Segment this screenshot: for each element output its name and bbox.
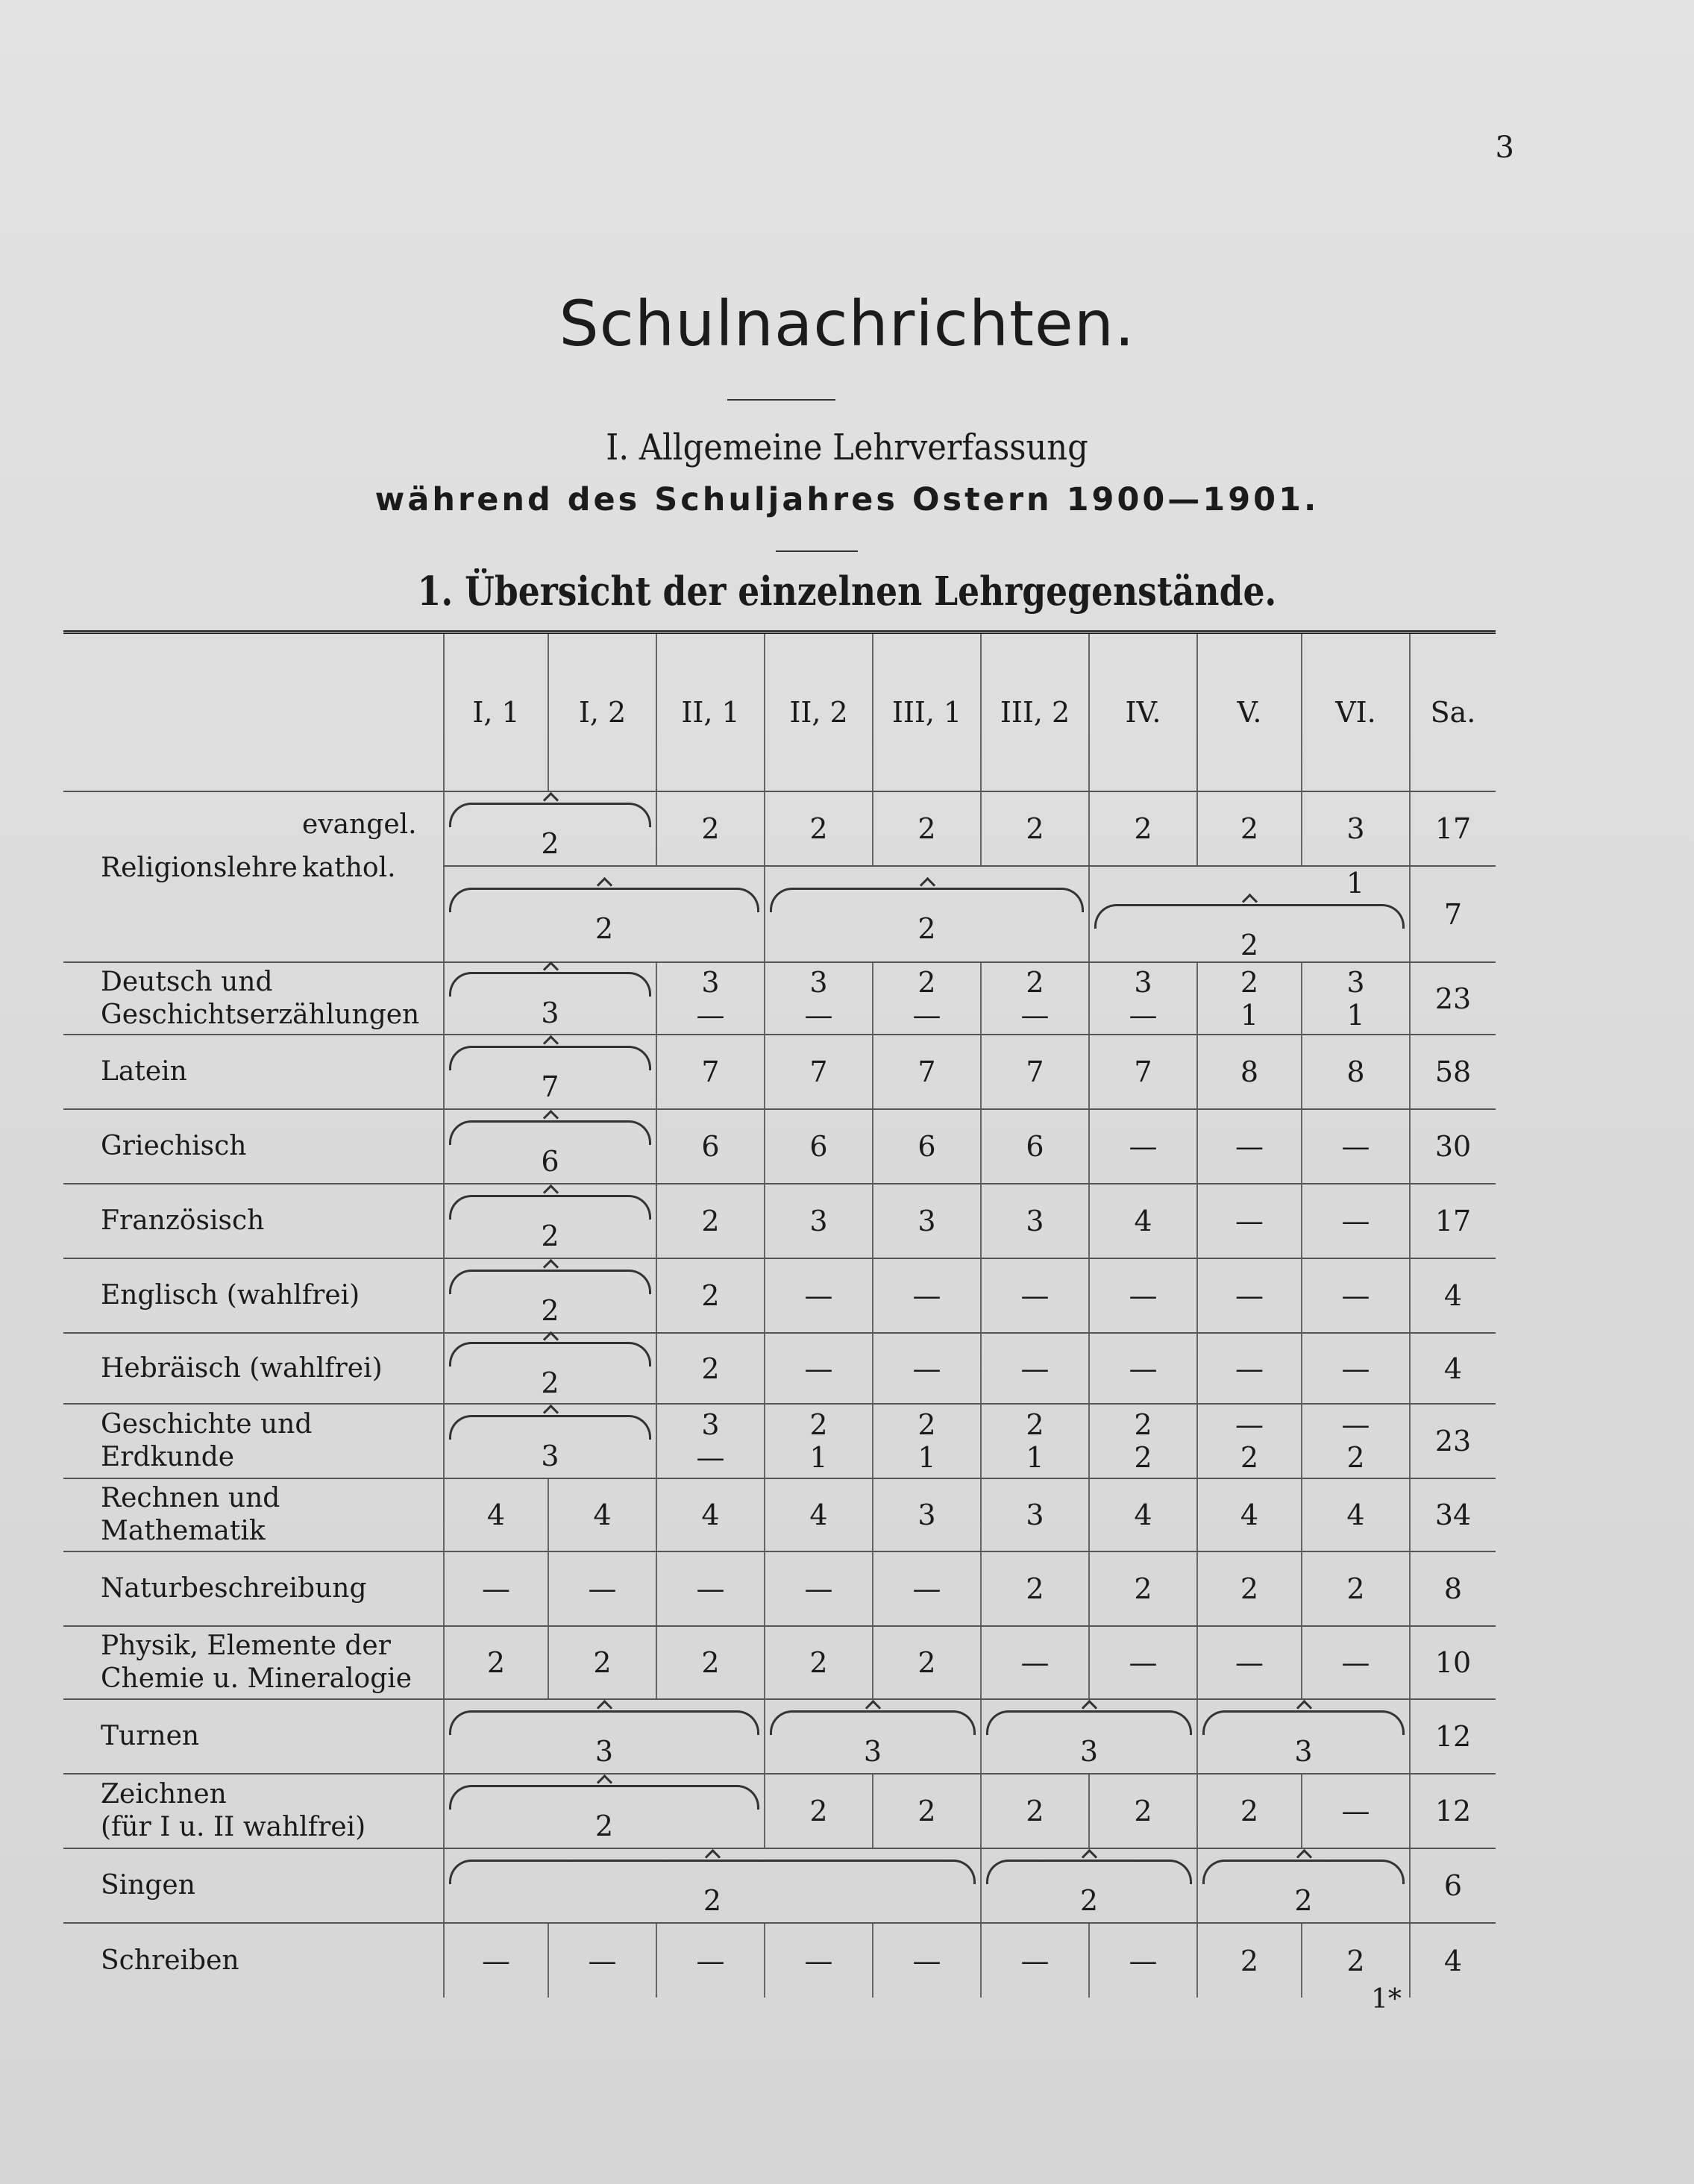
table-cell: 17 xyxy=(1410,1184,1496,1258)
table-cell: 2 xyxy=(873,791,981,866)
table-cell: — xyxy=(765,1333,873,1404)
table-cell: 12 xyxy=(1410,1699,1496,1774)
table-cell: 3 — xyxy=(656,1404,765,1478)
col-header: II, 2 xyxy=(765,633,873,792)
table-row xyxy=(63,1109,1496,1184)
col-header: I, 2 xyxy=(548,633,656,792)
table-row xyxy=(63,791,1496,866)
table-cell: 2 xyxy=(444,791,656,866)
table-cell: 8 xyxy=(1302,1035,1410,1109)
table-row xyxy=(63,1184,1496,1258)
table-cell: 2 xyxy=(656,1333,765,1404)
table-cell: 6 xyxy=(873,1109,981,1184)
table-cell: 6 xyxy=(656,1109,765,1184)
table-cell: 17 xyxy=(1410,791,1496,866)
table-cell: — xyxy=(1302,1774,1410,1848)
table-cell: 2 xyxy=(548,1626,656,1699)
table-row xyxy=(63,1699,1496,1774)
table-cell: 2 xyxy=(656,791,765,866)
col-header: V. xyxy=(1197,633,1302,792)
table-row xyxy=(63,1258,1496,1333)
table-cell: 2 xyxy=(444,1184,656,1258)
row-label: Französisch xyxy=(63,1184,444,1258)
table-row xyxy=(63,1478,1496,1551)
table-cell: — xyxy=(765,1923,873,1998)
table-cell: 7 xyxy=(981,1035,1089,1109)
table-cell: 3 xyxy=(1302,791,1410,866)
table-cell: 3 xyxy=(1197,1699,1410,1774)
header-empty xyxy=(63,633,444,792)
signature-mark: 1* xyxy=(1371,1984,1402,2015)
row-label: Turnen xyxy=(63,1699,444,1774)
table-cell: 2 1 xyxy=(1197,962,1302,1035)
table-cell: 2 1 xyxy=(765,1404,873,1478)
table-cell: 6 xyxy=(444,1109,656,1184)
table-cell: 2 xyxy=(656,1258,765,1333)
table-cell: 4 xyxy=(1410,1333,1496,1404)
table-cell: — xyxy=(656,1923,765,1998)
table-cell: — xyxy=(1302,1258,1410,1333)
table-cell: 3 xyxy=(981,1184,1089,1258)
table-cell: — xyxy=(1089,1923,1197,1998)
row-label: Singen xyxy=(63,1848,444,1923)
table-cell: — xyxy=(444,1923,548,1998)
table-row xyxy=(63,1774,1496,1848)
table-cell: 2 xyxy=(656,1184,765,1258)
table-row xyxy=(63,1923,1496,1998)
table-cell: — xyxy=(873,1258,981,1333)
table-cell: — xyxy=(981,1626,1089,1699)
row-label: Englisch (wahlfrei) xyxy=(63,1258,444,1333)
table-cell: 1 2 xyxy=(1089,866,1410,962)
table-cell: 4 xyxy=(1302,1478,1410,1551)
table-cell: 2 xyxy=(981,791,1089,866)
title-divider xyxy=(727,399,835,401)
table-cell: 12 xyxy=(1410,1774,1496,1848)
table-row xyxy=(63,1551,1496,1626)
table-cell: — xyxy=(548,1551,656,1626)
table-cell: — xyxy=(873,1333,981,1404)
table-cell: 7 xyxy=(873,1035,981,1109)
page-number: 3 xyxy=(1495,131,1514,165)
row-label: Naturbeschreibung xyxy=(63,1551,444,1626)
table-row xyxy=(63,1035,1496,1109)
table-cell: 2 xyxy=(765,1626,873,1699)
evangel-label: evangel. xyxy=(302,809,417,840)
table-cell: 2 xyxy=(1302,1923,1410,1998)
table-cell: — 2 xyxy=(1302,1404,1410,1478)
table-cell: — xyxy=(981,1923,1089,1998)
table-cell: — xyxy=(1089,1333,1197,1404)
table-cell: 2 xyxy=(444,866,765,962)
table-cell: — xyxy=(765,1551,873,1626)
table-row xyxy=(63,1404,1496,1478)
table-cell: 4 xyxy=(1089,1184,1197,1258)
page-title: Schulnachrichten. xyxy=(559,287,1135,360)
table-cell: 4 xyxy=(1410,1923,1496,1998)
table-cell: 3 — xyxy=(1089,962,1197,1035)
table-cell: 4 xyxy=(548,1478,656,1551)
table-cell: 3 — xyxy=(656,962,765,1035)
col-header: III, 1 xyxy=(873,633,981,792)
table-cell: 3 1 xyxy=(1302,962,1410,1035)
row-label: Rechnen und Mathematik xyxy=(63,1478,444,1551)
table-cell: 2 xyxy=(981,1848,1197,1923)
table-cell: — xyxy=(1197,1333,1302,1404)
table-cell: 2 xyxy=(444,1774,765,1848)
subjects-table xyxy=(63,630,1496,1998)
subtitle-divider xyxy=(776,550,858,552)
table-cell: 7 xyxy=(444,1035,656,1109)
col-header: Sa. xyxy=(1410,633,1496,792)
table-cell: 4 xyxy=(1089,1478,1197,1551)
row-label: Hebräisch (wahlfrei) xyxy=(63,1333,444,1404)
table-cell: — xyxy=(981,1333,1089,1404)
col-header: IV. xyxy=(1089,633,1197,792)
table-cell: 6 xyxy=(981,1109,1089,1184)
table-cell: 2 — xyxy=(981,962,1089,1035)
table-cell: — xyxy=(1302,1626,1410,1699)
table-cell: 8 xyxy=(1410,1551,1496,1626)
table-cell: 2 xyxy=(1089,1774,1197,1848)
table-cell: — xyxy=(1302,1109,1410,1184)
section-subtitle: während des Schuljahres Ostern 1900—1901. xyxy=(374,481,1320,518)
table-cell: — xyxy=(1197,1109,1302,1184)
row-label: Physik, Elemente der Chemie u. Mineralogie xyxy=(63,1626,444,1699)
table-cell: 2 xyxy=(981,1551,1089,1626)
table-cell: — xyxy=(1197,1626,1302,1699)
row-label: Deutsch und Geschichtserzählungen xyxy=(63,962,444,1035)
table-cell: 2 xyxy=(1197,1848,1410,1923)
table-cell: 3 xyxy=(981,1478,1089,1551)
table-cell: 4 xyxy=(444,1478,548,1551)
section-heading: I. Allgemeine Lehrverfassung xyxy=(606,427,1088,468)
table-cell: — xyxy=(1302,1333,1410,1404)
table-cell: 2 1 xyxy=(981,1404,1089,1478)
religion-label: Religionslehre xyxy=(101,853,298,883)
table-cell: 2 xyxy=(1302,1551,1410,1626)
table-cell: 2 xyxy=(981,1774,1089,1848)
table-cell: 3 xyxy=(765,1699,981,1774)
table-cell: 23 xyxy=(1410,1404,1496,1478)
header-row xyxy=(63,633,1496,792)
table-cell: — xyxy=(1089,1109,1197,1184)
table-cell: — 2 xyxy=(1197,1404,1302,1478)
row-label: Griechisch xyxy=(63,1109,444,1184)
table-cell: 23 xyxy=(1410,962,1496,1035)
table-cell: 3 xyxy=(444,962,656,1035)
col-header: VI. xyxy=(1302,633,1410,792)
table-cell: — xyxy=(656,1551,765,1626)
row-label: Schreiben xyxy=(101,1945,239,1976)
table-cell: 2 xyxy=(765,791,873,866)
table-row xyxy=(63,1626,1496,1699)
table-cell: — xyxy=(1302,1184,1410,1258)
table-cell: 2 1 xyxy=(873,1404,981,1478)
table-cell: 3 xyxy=(765,1184,873,1258)
table-cell: — xyxy=(873,1923,981,1998)
row-label: Latein xyxy=(63,1035,444,1109)
table-row xyxy=(63,962,1496,1035)
table-cell: 3 xyxy=(873,1478,981,1551)
table-cell: 3 xyxy=(444,1404,656,1478)
table-cell: 6 xyxy=(765,1109,873,1184)
table-cell: 2 xyxy=(1197,791,1302,866)
table-cell: 2 xyxy=(765,1774,873,1848)
table-cell: 3 xyxy=(873,1184,981,1258)
table-cell: 2 — xyxy=(873,962,981,1035)
table-cell: — xyxy=(1089,1626,1197,1699)
table-cell: 2 xyxy=(444,1848,981,1923)
table-cell: — xyxy=(1197,1258,1302,1333)
table-cell: 2 xyxy=(1089,791,1197,866)
table-cell: 2 xyxy=(444,1258,656,1333)
table-cell: — xyxy=(873,1551,981,1626)
table-cell: 3 xyxy=(981,1699,1197,1774)
table-cell: 6 xyxy=(1410,1848,1496,1923)
table-cell: 7 xyxy=(1410,866,1496,962)
table-cell: 2 xyxy=(444,1626,548,1699)
table-cell: — xyxy=(765,1258,873,1333)
row-label: Geschichte und Erdkunde xyxy=(63,1404,444,1478)
table-cell: 2 xyxy=(444,1333,656,1404)
table-cell: 2 xyxy=(656,1626,765,1699)
table-cell: 30 xyxy=(1410,1109,1496,1184)
table-cell: 2 xyxy=(1197,1551,1302,1626)
table-cell: 3 — xyxy=(765,962,873,1035)
table-cell: 7 xyxy=(656,1035,765,1109)
table-cell: 4 xyxy=(765,1478,873,1551)
table-cell: — xyxy=(1197,1184,1302,1258)
row-label: Zeichnen (für I u. II wahlfrei) xyxy=(63,1774,444,1848)
table-cell: — xyxy=(444,1551,548,1626)
table-cell: 4 xyxy=(1410,1258,1496,1333)
table-cell: 4 xyxy=(1197,1478,1302,1551)
kathol-label: kathol. xyxy=(302,853,396,883)
table-cell: 2 xyxy=(873,1626,981,1699)
table-cell: 2 xyxy=(1197,1923,1302,1998)
table-cell: 3 xyxy=(444,1699,765,1774)
table-cell: — xyxy=(548,1923,656,1998)
table-cell: 8 xyxy=(1197,1035,1302,1109)
col-header: II, 1 xyxy=(656,633,765,792)
table-cell: 58 xyxy=(1410,1035,1496,1109)
table-cell: 7 xyxy=(765,1035,873,1109)
table-cell: — xyxy=(981,1258,1089,1333)
table-cell: 7 xyxy=(1089,1035,1197,1109)
table-cell: 2 2 xyxy=(1089,1404,1197,1478)
table-row xyxy=(63,1333,1496,1404)
table-cell: 2 xyxy=(765,866,1089,962)
table-cell: 34 xyxy=(1410,1478,1496,1551)
table-cell: 10 xyxy=(1410,1626,1496,1699)
table-cell: 2 xyxy=(1089,1551,1197,1626)
table-cell: 2 xyxy=(873,1774,981,1848)
table-row xyxy=(63,1848,1496,1923)
subsection-heading: 1. Übersicht der einzelnen Lehrgegenstände. xyxy=(417,568,1277,615)
table-cell: 4 xyxy=(656,1478,765,1551)
table-cell: 2 xyxy=(1197,1774,1302,1848)
table-cell: — xyxy=(1089,1258,1197,1333)
col-header: I, 1 xyxy=(444,633,548,792)
col-header: III, 2 xyxy=(981,633,1089,792)
row-label-religion xyxy=(63,791,444,962)
